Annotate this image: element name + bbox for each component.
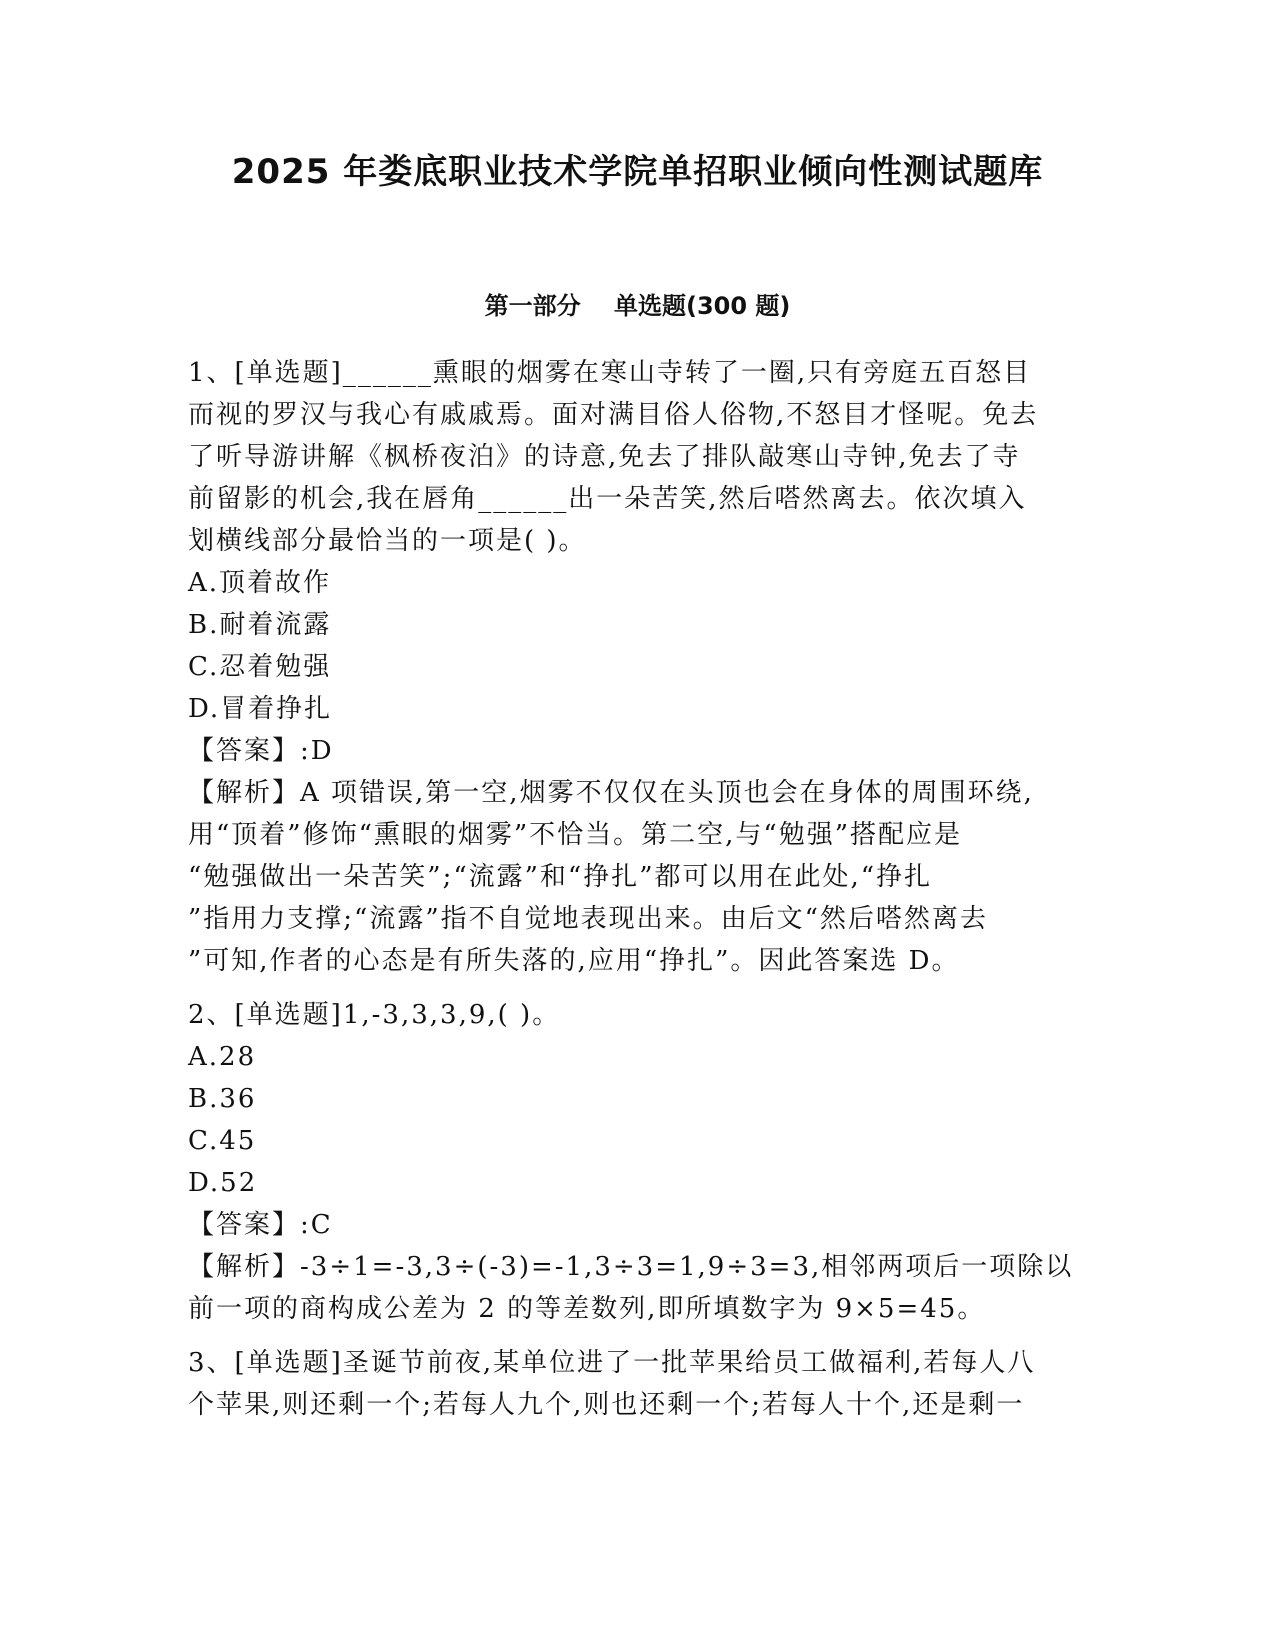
question-3 [188, 1342, 1088, 1426]
question-2 [188, 994, 1088, 1330]
question-stem-line: 而视的罗汉与我心有戚戚焉。面对满目俗人俗物,不怒目才怪呢。免去 [188, 400, 1039, 430]
option-a: A.28 [188, 1042, 257, 1072]
question-gap [188, 1330, 1088, 1342]
document-title: 2025 年娄底职业技术学院单招职业倾向性测试题库 [231, 152, 1044, 192]
question-stem-line: 前留影的机会,我在唇角______出一朵苦笑,然后嗒然离去。依次填入 [188, 484, 1027, 514]
question-stem-line: 1、[单选题]______熏眼的烟雾在寒山寺转了一圈,只有旁庭五百怒目 [188, 358, 1032, 388]
analysis-line: 【解析】-3÷1=-3,3÷(-3)=-1,3÷3=1,9÷3=3,相邻两项后一项除以 [188, 1252, 1074, 1282]
option-d: D.冒着挣扎 [188, 694, 333, 724]
option-a: A.顶着故作 [188, 568, 332, 598]
question-1 [188, 352, 1088, 982]
question-list [188, 352, 1088, 1426]
question-stem-line: 划横线部分最恰当的一项是( )。 [188, 526, 587, 556]
option-b: B.36 [188, 1084, 257, 1114]
question-gap [188, 982, 1088, 994]
option-c: C.45 [188, 1126, 257, 1156]
analysis-line: 用“顶着”修饰“熏眼的烟雾”不恰当。第二空,与“勉强”搭配应是 [188, 820, 963, 850]
analysis-line: 前一项的商构成公差为 2 的等差数列,即所填数字为 9×5=45。 [188, 1294, 986, 1324]
analysis-line: ”指用力支撑;“流露”指不自觉地表现出来。由后文“然后嗒然离去 [188, 904, 988, 934]
question-stem-line: 了听导游讲解《枫桥夜泊》的诗意,免去了排队敲寒山寺钟,免去了寺 [188, 442, 1021, 472]
option-c: C.忍着勉强 [188, 652, 332, 682]
option-d: D.52 [188, 1168, 258, 1198]
question-stem-line: 2、[单选题]1,-3,3,3,9,( )。 [188, 1000, 561, 1030]
answer-line: 【答案】:C [188, 1210, 333, 1240]
analysis-line: 【解析】A 项错误,第一空,烟雾不仅仅在头顶也会在身体的周围环绕, [188, 778, 1034, 808]
analysis-line: ”可知,作者的心态是有所失落的,应用“挣扎”。因此答案选 D。 [188, 946, 960, 976]
option-b: B.耐着流露 [188, 610, 332, 640]
analysis-line: “勉强做出一朵苦笑”;“流露”和“挣扎”都可以用在此处,“挣扎 [188, 862, 933, 892]
question-stem-line: 个苹果,则还剩一个;若每人九个,则也还剩一个;若每人十个,还是剩一 [188, 1390, 1025, 1420]
answer-line: 【答案】:D [188, 736, 334, 766]
section-title: 第一部分 单选题(300 题) [484, 292, 791, 320]
question-stem-line: 3、[单选题]圣诞节前夜,某单位进了一批苹果给员工做福利,若每人八 [188, 1348, 1036, 1378]
